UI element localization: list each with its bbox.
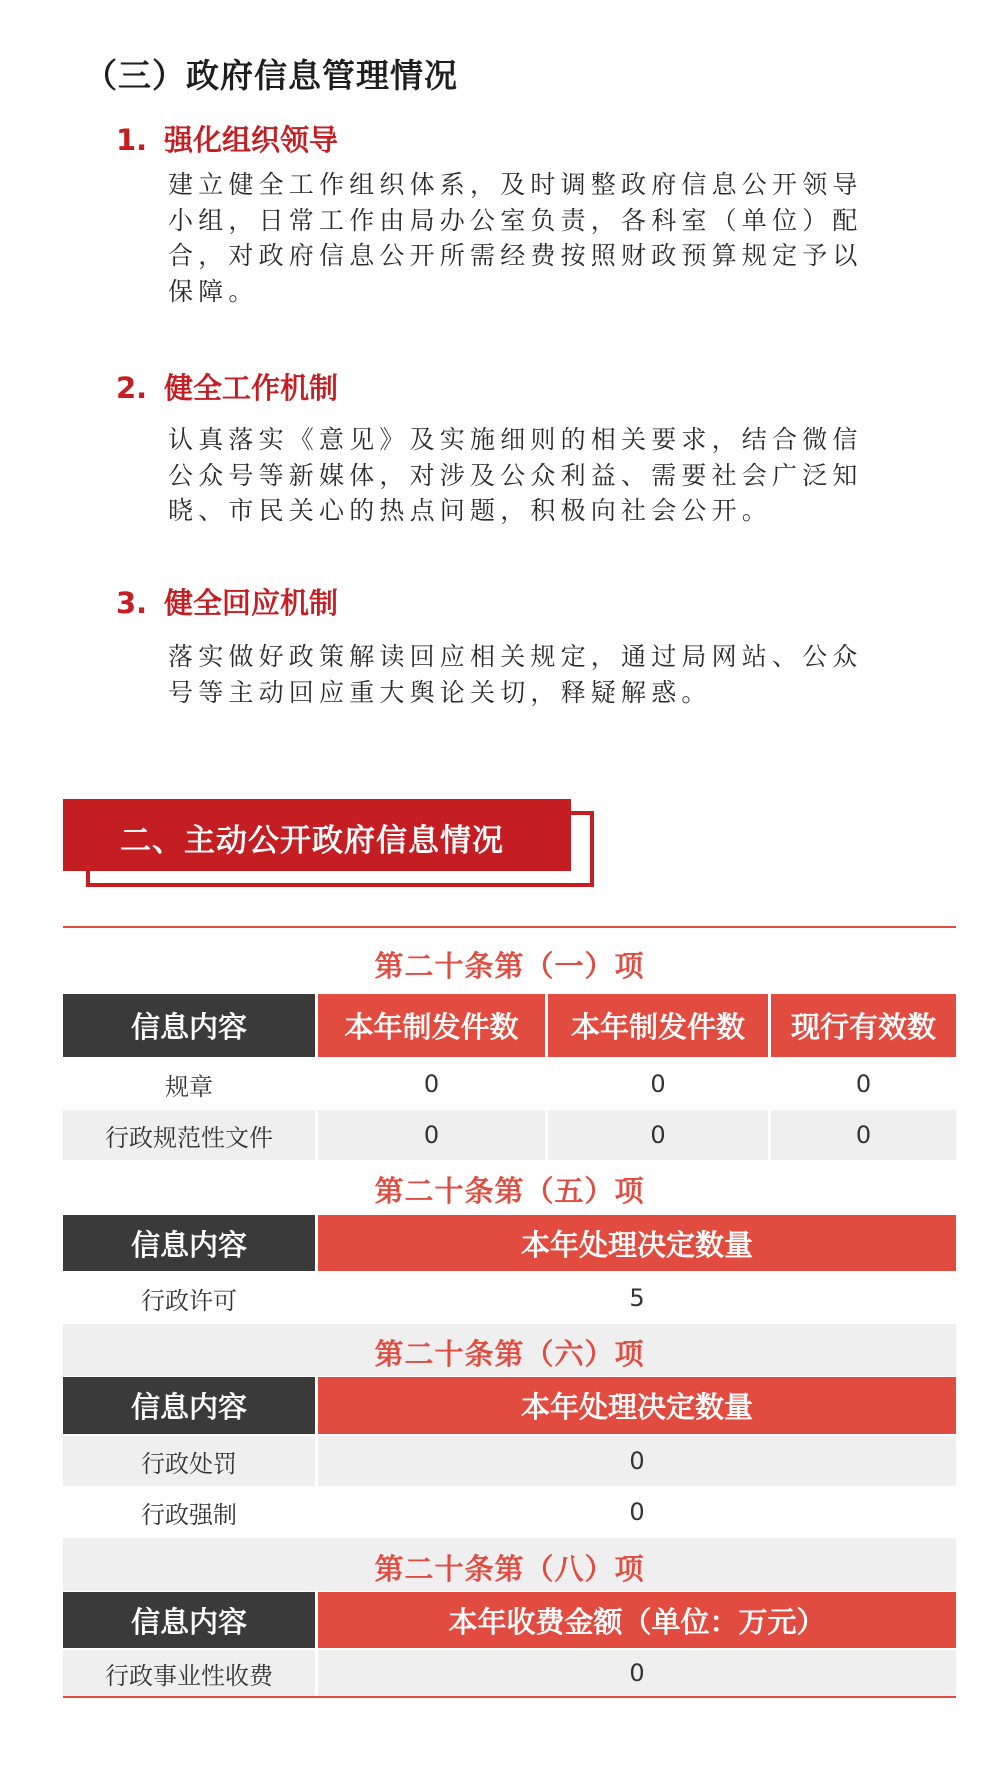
item-2-line: 公众号等新媒体，对涉及公众利益、需要社会广泛知 bbox=[168, 460, 863, 490]
table-section-title: 第二十条第（六）项 bbox=[374, 1337, 645, 1371]
table-bottom-rule bbox=[63, 1696, 956, 1698]
row-value: 0 bbox=[855, 1070, 872, 1098]
item-3-body bbox=[168, 639, 868, 710]
row-value: 0 bbox=[423, 1121, 440, 1149]
item-3-title: 健全回应机制 bbox=[164, 586, 339, 620]
item-3-number: 3. bbox=[116, 586, 148, 620]
item-1-heading bbox=[116, 118, 338, 159]
header-decision-count: 本年处理决定数量 bbox=[318, 1377, 956, 1434]
row-value: 5 bbox=[629, 1284, 645, 1312]
item-3-heading bbox=[116, 581, 338, 622]
row-label: 行政处罚 bbox=[141, 1449, 237, 1478]
banner-title: 二、主动公开政府信息情况 bbox=[120, 823, 504, 859]
item-2-line: 认真落实《意见》及实施细则的相关要求，结合微信 bbox=[168, 425, 863, 454]
table-section-title: 第二十条第（一）项 bbox=[374, 949, 645, 983]
row-value: 0 bbox=[423, 1070, 440, 1098]
item-1-line: 小组，日常工作由局办公室负责，各科室（单位）配 bbox=[168, 205, 863, 235]
table-top-rule bbox=[63, 926, 956, 928]
item-1-line: 保障。 bbox=[168, 276, 259, 306]
header-issued-count: 本年制发件数 bbox=[318, 994, 545, 1057]
row-value: 0 bbox=[650, 1121, 666, 1149]
item-3-line: 号等主动回应重大舆论关切，释疑解惑。 bbox=[168, 677, 712, 707]
item-1-number: 1. bbox=[116, 123, 148, 157]
item-2-line: 晓、市民关心的热点问题，积极向社会公开。 bbox=[168, 496, 773, 525]
section-title: （三）政府信息管理情况 bbox=[84, 56, 458, 95]
item-1-title: 强化组织领导 bbox=[164, 123, 339, 157]
item-2-heading bbox=[116, 366, 338, 407]
row-value: 0 bbox=[650, 1070, 666, 1098]
header-info-content: 信息内容 bbox=[63, 1215, 315, 1271]
row-value: 0 bbox=[855, 1121, 872, 1149]
item-2-title: 健全工作机制 bbox=[164, 371, 339, 405]
header-info-content: 信息内容 bbox=[63, 1592, 315, 1648]
item-2-number: 2. bbox=[116, 371, 148, 405]
item-3-line: 落实做好政策解读回应相关规定，通过局网站、公众 bbox=[168, 642, 863, 671]
header-info-content: 信息内容 bbox=[63, 1377, 315, 1434]
header-info-content: 信息内容 bbox=[63, 994, 315, 1057]
header-valid-count: 现行有效数 bbox=[771, 994, 956, 1057]
table-section-title: 第二十条第（五）项 bbox=[374, 1174, 645, 1208]
row-label: 行政许可 bbox=[141, 1286, 237, 1315]
item-1-line: 建立健全工作组织体系，及时调整政府信息公开领导 bbox=[168, 170, 863, 199]
row-label: 行政规范性文件 bbox=[105, 1123, 273, 1152]
item-2-body bbox=[168, 422, 868, 529]
item-1-body bbox=[168, 167, 868, 309]
header-issued-count: 本年制发件数 bbox=[548, 994, 768, 1057]
row-value: 0 bbox=[629, 1659, 645, 1687]
row-label: 行政强制 bbox=[141, 1500, 237, 1529]
row-label: 规章 bbox=[165, 1072, 213, 1101]
row-label: 行政事业性收费 bbox=[105, 1661, 273, 1690]
item-1-line: 合，对政府信息公开所需经费按照财政预算规定予以 bbox=[168, 241, 863, 270]
header-decision-count: 本年处理决定数量 bbox=[318, 1215, 956, 1271]
row-value: 0 bbox=[629, 1447, 645, 1475]
table-section-title: 第二十条第（八）项 bbox=[374, 1552, 645, 1586]
row-value: 0 bbox=[629, 1498, 645, 1526]
header-fee-amount: 本年收费金额（单位：万元） bbox=[318, 1592, 956, 1648]
